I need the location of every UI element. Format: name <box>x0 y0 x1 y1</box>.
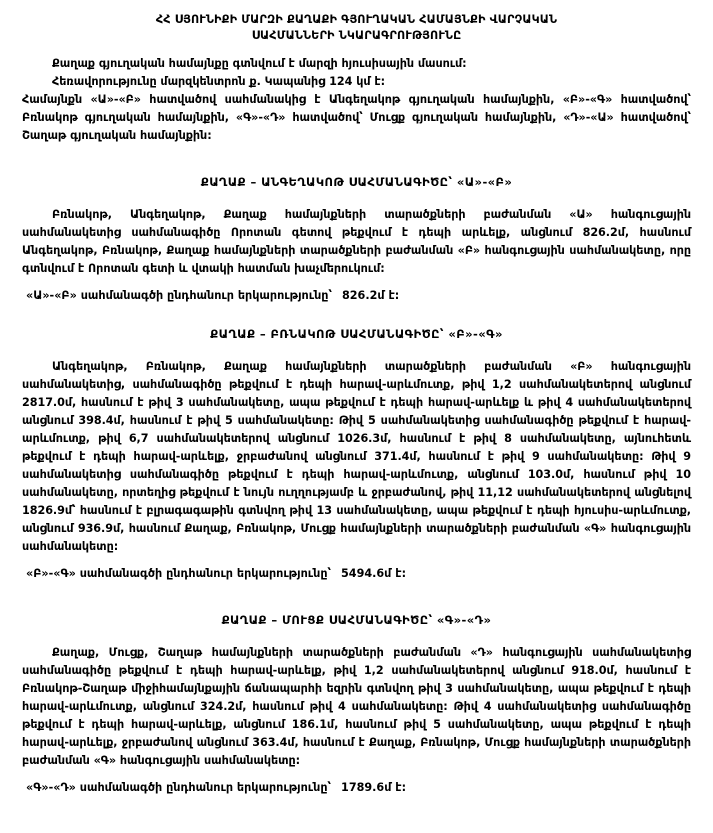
spacer <box>22 278 691 287</box>
page-title-line-2: ՍԱՀՄԱՆՆԵՐԻ ՆԿԱՐԱԳՐՈՒԹՅՈՒՆԸ <box>251 28 462 42</box>
page-title-line-1: ՀՀ ՍՅՈՒՆԻՔԻ ՄԱՐԶԻ ՔԱՂԱՔԻ ԳՅՈՒՂԱԿԱՆ ՀԱՄԱՅՆՔԻ ՎԱՐՉԱԿԱՆ <box>155 13 558 26</box>
section-total-2 <box>22 565 691 583</box>
section-body-3: Քաղաք, Մուցք, Շաղաթ համայնքների տարածքների բաժանման «Դ» հանգուցային սահմանակետից սահմանագիծը թեքվում է դեպի հարավ-արևելք, թիվ 1,2 սահմանակետերով անցնում 918.0մ, հասնում է Բռնակոթ-Շաղաթ միջիհամայնքային ճանապարհի եզրին գտնվող թիվ 3 սահմանակետը, ապա թեքվում է դեպի հարավ-արևմուտք, անցնում 324.2մ, հասնում թիվ 4 սահմանակետը: Թիվ 4 սահմանակետից սահմանագիծը թեքվում է դեպի հարավ-արևելք, անցնում 186.1մ, հասնում թիվ 5 սահմանակետը, ապա թեքվում է դեպի հարավ-արևելք, ջրբաժանով անցնում 363.4մ, հասնում է Քաղաք, Բռնակոթ, Մուցք համայնքների տարածքների բաժանման «Գ» հանգուցային սահմանակետը: <box>22 646 691 767</box>
section-total-value-1: 826.2մ է: <box>341 289 400 302</box>
section-total-label-3: «Գ»-«Դ» սահմանագծի ընդհանուր երկարությունը՝ <box>26 781 332 794</box>
spacer <box>22 145 691 175</box>
intro-paragraph-3: Համայնքն «Ա»-«Բ» հատվածով սահմանակից է Անգեղակոթ գյուղական համայնքին, «Բ»-«Գ» հատվածով՝ Բռնակոթ գյուղական համայնքին, «Գ»-«Դ» հատվածով՝ Մուցք գյուղական համայնքին, «Դ»-«Ա» հատվածով՝ Շաղաթ գյուղական համայնքին: <box>22 93 691 142</box>
spacer <box>22 189 691 206</box>
spacer <box>22 556 691 565</box>
spacer <box>22 627 691 644</box>
intro-paragraph-2: Հեռավորությունը մարզկենտրոն ք. Կապանից 124 կմ է: <box>52 75 386 88</box>
spacer <box>22 770 691 779</box>
section-heading-3: ՔԱՂԱՔ – ՄՈՒՑՔ ՍԱՀՄԱՆԱԳԻԾԸ՝ «Գ»-«Դ» <box>221 613 492 627</box>
section-total-label-1: «Ա»-«Բ» սահմանագծի ընդհանուր երկարությունը՝ <box>26 289 332 302</box>
section-heading-2: ՔԱՂԱՔ – ԲՌՆԱԿՈԹ ՍԱՀՄԱՆԱԳԻԾԸ՝ «Բ»-«Գ» <box>210 327 503 341</box>
spacer <box>22 341 691 358</box>
section-total-label-2: «Բ»-«Գ» սահմանագծի ընդհանուր երկարությունը՝ <box>26 567 332 580</box>
section-total-3 <box>22 779 691 797</box>
page-title <box>22 12 691 43</box>
section-body-2: Անգեղակոթ, Բռնակոթ, Քաղաք համայնքների տարածքների բաժանման «Բ» հանգուցային սահմանակետից, սահմանագիծը թեքվում է դեպի հարավ-արևմուտք, թիվ 1,2 սահմանակետերով անցնում 2817.0մ, հասնում է թիվ 3 սահմանակետը, ապա թեքվում է դեպի հարավ-արևելք և թիվ 4 սահմանակետերով անցնում 398.4մ, հասնում է թիվ 5 սահմանակետը: Թիվ 5 սահմանակետից սահմանագիծը թեքվում է հարավ-արևմուտք, թիվ 6,7 սահմանակետերով անցնում 1026.3մ, հասնում է թիվ 8 սահմանակետը, այնուհետև թեքվում է դեպի հարավ-արևելք, ջրբաժանով անցնում 371.4մ, հասնում է թիվ 9 սահմանակետը: Թիվ 9 սահմանակետից սահմանագիծը թեքվում է դեպի հարավ-արևմուտք, անցնում 103.0մ, հասնում թիվ 10 սահմանակետը, որտեղից թեքվում է նույն ուղղությամբ և ջրբաժանով, թիվ 11,12 սահմանակետերով անցնելով 1826.9մ՝ հասնում է բլրագագաթին գտնվող թիվ 13 սահմանակետը, ապա թեքվում է դեպի հյուսիս-արևմուտք, անցնում 936.9մ, հասնում Քաղաք, Բռնակոթ, Մուցք համայնքների տարածքների բաժանման «Գ» հանգուցային սահմանակետը: <box>22 360 691 553</box>
spacer <box>22 583 691 613</box>
section-total-value-2: 5494.6մ է: <box>341 567 407 580</box>
section-total-1 <box>22 287 691 305</box>
section-heading-1: ՔԱՂԱՔ – ԱՆԳԵՂԱԿՈԹ ՍԱՀՄԱՆԱԳԻԾԸ՝ «Ա»-«Բ» <box>200 175 513 189</box>
intro-paragraph-1: Քաղաք գյուղական համայնքը գտնվում է մարզի հյուսիսային մասում: <box>52 57 467 70</box>
section-body-1: Բռնակոթ, Անգեղակոթ, Քաղաք համայնքների տարածքների բաժանման «Ա» հանգուցային սահմանակետից սահմանագիծը Որոտան գետով թեքվում է դեպի արևելք, անցնում 826.2մ, հասնում Անգեղակոթ, Բռնակոթ, Քաղաք համայնքների տարածքների բաժանման «Բ» հանգուցային սահմանակետը, որը գտնվում է Որոտան գետի և վտակի հատման խաչմերուկում: <box>22 208 691 275</box>
spacer <box>22 305 691 327</box>
section-total-value-3: 1789.6մ է: <box>341 781 407 794</box>
